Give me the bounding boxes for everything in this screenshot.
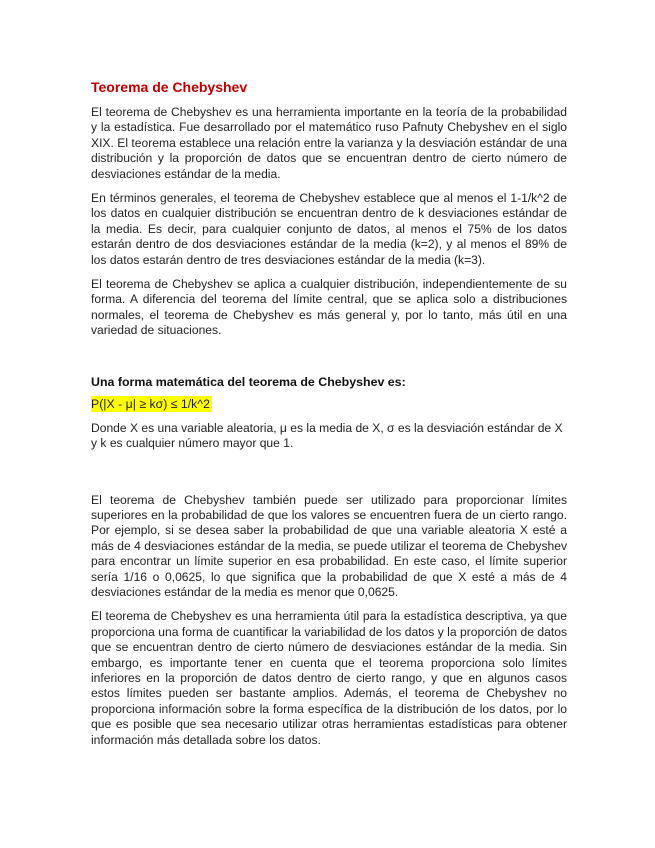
applicability-paragraph: El teorema de Chebyshev se aplica a cualquier distribución, independientemente de su forma. A diferencia del teorema del límite central, que se aplica solo a distribuciones normales, el teorema de Chebyshev es más general y, por lo tanto, más útil en una variedad de situaciones. <box>91 277 567 338</box>
math-heading: Una forma matemática del teorema de Chebyshev es: <box>91 374 406 389</box>
definition-paragraph: En términos generales, el teorema de Chebyshev establece que al menos el 1-1/k^2 de los datos en cualquier distribución se encuentran dentro de k desviaciones estándar de la media. Es decir, para cualquier conjunto de datos, al menos el 75% de los datos estarán dentro de dos desviaciones estándar de la media (k=2), y al menos el 89% de los datos estarán dentro de tres desviaciones estándar de la media (k=3). <box>91 191 567 267</box>
intro-paragraph: El teorema de Chebyshev es una herramienta importante en la teoría de la probabilidad y la estadística. Fue desarrollado por el matemático ruso Pafnuty Chebyshev en el siglo XIX. El teorema establece una relación entre la varianza y la desviación estándar de una distribución y la proporción de datos que se encuentran dentro de cierto número de desviaciones estándar de la media. <box>91 105 567 181</box>
formula-explanation: Donde X es una variable aleatoria, μ es la media de X, σ es la desviación estándar de X y k es cualquier número mayor que 1. <box>91 420 563 451</box>
spacer <box>91 348 567 374</box>
formula-highlight: P(|X - μ| ≥ kσ) ≤ 1/k^2 <box>91 396 210 411</box>
upper-bound-paragraph: El teorema de Chebyshev también puede ser utilizado para proporcionar límites superiores en la probabilidad de que los valores se encuentren fuera de un cierto rango. Por ejemplo, si se desea saber la probabilidad de que una variable aleatoria X esté a más de 4 desviaciones estándar de la media, se puede utilizar el teorema de Chebyshev para encontrar un límite superior en esa probabilidad. En este caso, el límite superior sería 1/16 o 0,0625, lo que significa que la probabilidad de que X esté a más de 4 desviaciones estándar de la media es menor que 0,0625. <box>91 492 567 599</box>
document-title: Teorema de Chebyshev <box>91 79 248 95</box>
formula-line <box>91 396 567 412</box>
spacer <box>91 461 567 493</box>
descriptive-stats-paragraph: El teorema de Chebyshev es una herramienta útil para la estadística descriptiva, ya que proporciona una forma de cuantificar la variabilidad de los datos y la proporción de datos que se encuentran dentro de cierto número de desviaciones estándar de la media. Sin embargo, es importante tener en cuenta que el teorema proporciona solo límites inferiores en la proporción de datos dentro de cierto rango, y que en algunos casos estos límites pueden ser bastante amplios. Además, el teorema de Chebyshev no proporciona información sobre la forma específica de la distribución de los datos, por lo que es posible que sea necesario utilizar otras herramientas estadísticas para obtener información más detallada sobre los datos. <box>91 609 567 747</box>
